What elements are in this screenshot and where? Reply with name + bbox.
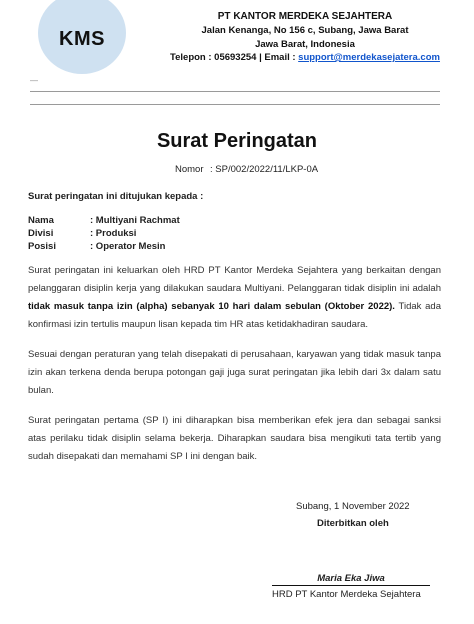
paragraph-violation-part1: Surat peringatan ini keluarkan oleh HRD PT Kantor Merdeka Sejahtera yang berkaitan dengan pelanggaran disiplin kerja yang dilakukan saudara Multiyani. Pelanggaran tidak disiplin ini adalah <box>28 265 441 294</box>
recipient-position-value: : Operator Mesin <box>90 241 166 252</box>
company-name: PT KANTOR MERDEKA SEJAHTERA <box>217 11 393 22</box>
paragraph-violation <box>28 262 441 334</box>
signature-date: Subang, 1 November 2022 <box>296 501 410 512</box>
recipient-name-value: : Multiyani Rachmat <box>90 215 180 226</box>
signature-issued-by: Diterbitkan oleh <box>317 518 389 529</box>
phone-text: Telepon : 05693254 | Email : <box>170 52 299 63</box>
recipient-intro: Surat peringatan ini ditujukan kepada : <box>28 191 204 202</box>
paragraph-violation-part2: Tidak ada konfirmasi izin tertulis maupun lisan kepada tim HR atas ketidakhadiran saudara. <box>28 301 441 330</box>
company-region: Jawa Barat, Indonesia <box>255 39 355 50</box>
number-label: Nomor <box>175 164 204 175</box>
company-address: Jalan Kenanga, No 156 c, Subang, Jawa Barat <box>201 25 409 36</box>
paragraph-expectation: Surat peringatan pertama (SP I) ini diharapkan bisa memberikan efek jera dan sebagai sanksi atas perilaku tidak disiplin selama bekerja. Diharapkan saudara bisa mengikuti tata tertib yang sudah disepakati dan memahami SP I ini dengan baik. <box>28 415 441 462</box>
recipient-name-label: Nama <box>28 215 54 226</box>
header-divider-top <box>30 91 440 92</box>
recipient-division-value: : Produksi <box>90 228 137 239</box>
company-logo <box>38 0 126 74</box>
signatory-title: HRD PT Kantor Merdeka Sejahtera <box>272 589 421 600</box>
letter-title: Surat Peringatan <box>156 130 318 152</box>
signatory-name: Maria Eka Jiwa <box>272 573 430 586</box>
email-link[interactable]: support@merdekasejatera.com <box>298 52 440 63</box>
logo-text: KMS <box>59 28 105 50</box>
recipient-division-label: Divisi <box>28 228 54 239</box>
paragraph-violation-bold: tidak masuk tanpa izin (alpha) sebanyak 10 hari dalam sebulan (Oktober 2022). <box>28 301 395 312</box>
header-divider-bottom <box>30 104 440 105</box>
paragraph-regulation: Sesuai dengan peraturan yang telah disepakati di perusahaan, karyawan yang tidak masuk tanpa izin akan terkena denda berupa potongan gaji juga surat peringatan jika lebih dari 3x dalam satu bulan. <box>28 349 441 396</box>
number-value: : SP/002/2022/11/LKP-0A <box>210 164 319 175</box>
recipient-position-label: Posisi <box>28 241 56 252</box>
header-marker: — <box>30 76 38 85</box>
company-contact <box>140 52 470 63</box>
